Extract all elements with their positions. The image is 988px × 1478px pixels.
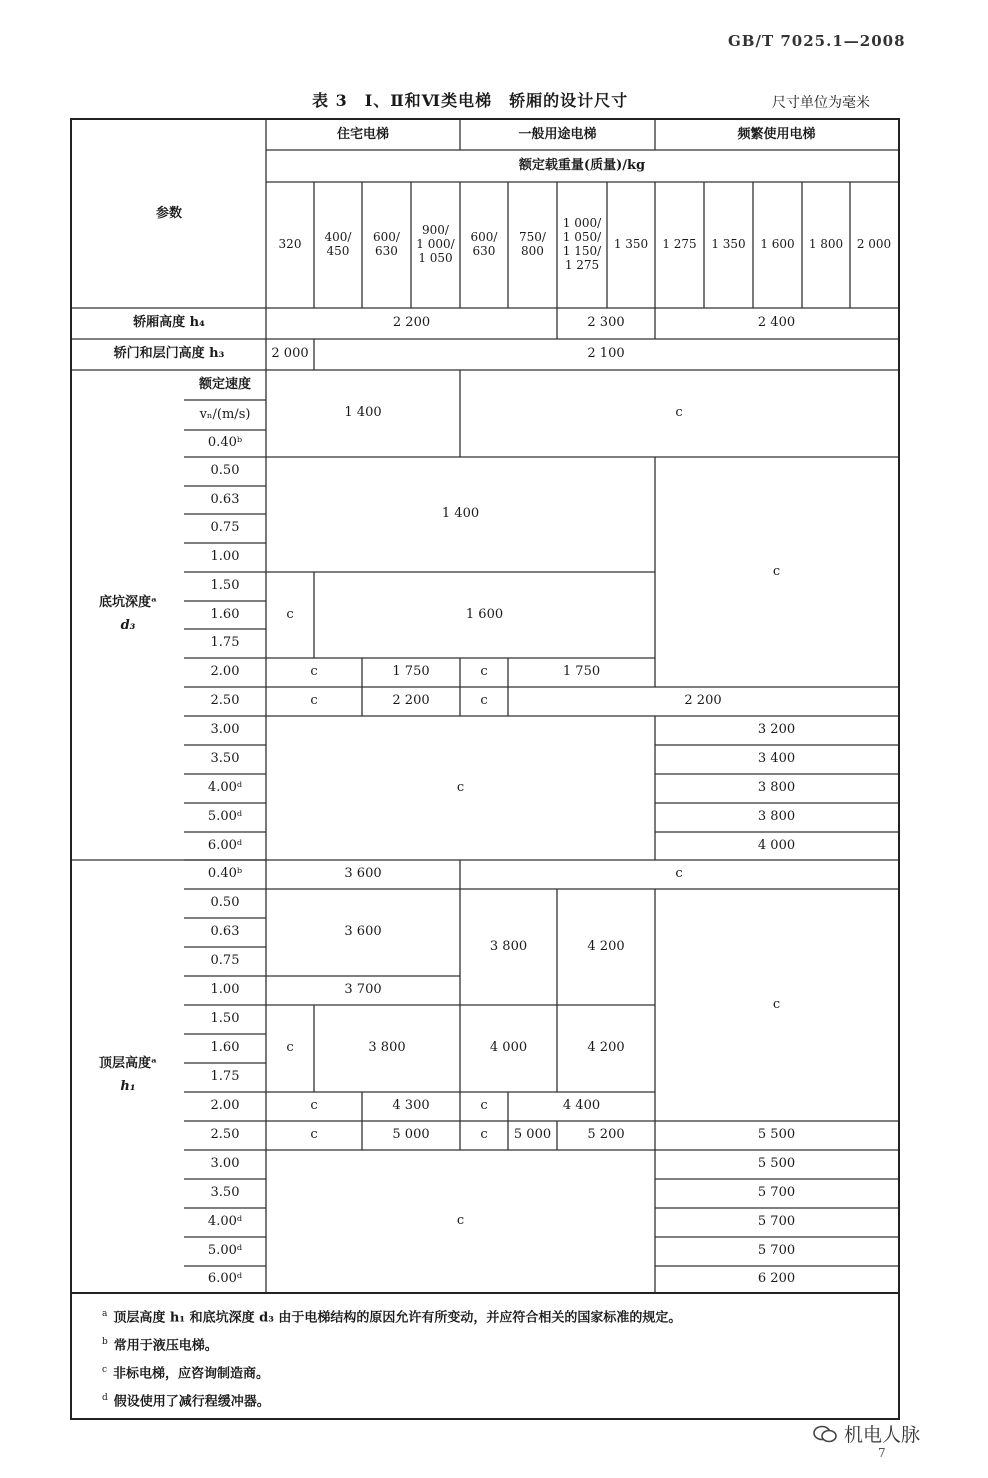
watermark bbox=[812, 1420, 920, 1447]
head-value-text: c bbox=[675, 866, 683, 882]
head-value bbox=[460, 889, 557, 1005]
pit-value bbox=[508, 687, 898, 716]
pit-value-text: 2 200 bbox=[684, 693, 722, 709]
head-value bbox=[460, 1121, 508, 1150]
pit-speed-10 bbox=[184, 716, 266, 745]
head-value bbox=[362, 1092, 460, 1121]
pit-value-text: 1 400 bbox=[344, 405, 382, 421]
footnotes bbox=[70, 1294, 900, 1420]
pit-value-high-text: 3 400 bbox=[757, 751, 796, 767]
pit-value bbox=[266, 370, 460, 457]
car-height-value bbox=[557, 308, 655, 339]
pit-speed-2 bbox=[184, 486, 266, 514]
head-value bbox=[508, 1121, 557, 1150]
head-speed-1-text: 0.50 bbox=[210, 895, 240, 911]
head-speed-0 bbox=[184, 860, 266, 889]
load-column-8 bbox=[607, 182, 655, 308]
pit-speed-14 bbox=[184, 832, 266, 860]
head-value-text: 3 600 bbox=[344, 924, 382, 940]
car-height-label bbox=[72, 308, 266, 339]
pit-value-text: 1 750 bbox=[392, 664, 430, 680]
car-height-value bbox=[655, 308, 898, 339]
pit-value-text: c bbox=[310, 664, 318, 680]
head-speed-4 bbox=[184, 976, 266, 1005]
head-value-text: 4 200 bbox=[587, 1040, 625, 1056]
pit-speed-13-text: 5.00ᵈ bbox=[207, 809, 243, 825]
param-header bbox=[72, 120, 266, 308]
pit-speed-4-text: 1.00 bbox=[210, 549, 240, 565]
footnote-text: 假设使用了减行程缓冲器。 bbox=[113, 1394, 270, 1410]
head-speed-10-text: 3.00 bbox=[210, 1156, 240, 1172]
head-value-text: 3 800 bbox=[489, 938, 528, 954]
pit-speed-9-text: 2.50 bbox=[210, 693, 240, 709]
head-value-high-text: 5 700 bbox=[757, 1243, 796, 1259]
footnote-c bbox=[102, 1356, 898, 1384]
load-column-11-text: 1 600 bbox=[760, 237, 795, 252]
footnote-mark: d bbox=[102, 1393, 108, 1403]
pit-value-high bbox=[655, 832, 898, 860]
head-value-text: 3 700 bbox=[344, 982, 382, 998]
load-column-1 bbox=[266, 182, 314, 308]
head-speed-9 bbox=[184, 1121, 266, 1150]
pit-value-high-text: 4 000 bbox=[757, 837, 796, 853]
head-value bbox=[655, 1121, 898, 1150]
footnote-a bbox=[102, 1300, 898, 1328]
door-height-value bbox=[314, 339, 898, 370]
pit-value-text: 2 200 bbox=[392, 693, 430, 709]
car-height-label-text: 轿厢高度 h₄ bbox=[133, 315, 205, 331]
head-value-text: c bbox=[310, 1098, 318, 1114]
pit-value-high bbox=[655, 745, 898, 774]
head-speed-11-text: 3.50 bbox=[210, 1185, 240, 1201]
head-value-text: 5 500 bbox=[757, 1127, 796, 1143]
pit-value bbox=[266, 687, 362, 716]
head-value-text: 4 400 bbox=[562, 1098, 601, 1114]
car-height-value-text: 2 300 bbox=[587, 315, 625, 331]
wechat-icon bbox=[812, 1424, 838, 1444]
pit-value bbox=[266, 716, 655, 860]
pit-speed-11 bbox=[184, 745, 266, 774]
footnote-text: 常用于液压电梯。 bbox=[113, 1338, 218, 1354]
headroom-symbol: h₁ bbox=[120, 1079, 136, 1094]
head-value-high bbox=[655, 1150, 898, 1179]
unit-note: 尺寸单位为毫米 bbox=[772, 95, 870, 111]
head-speed-0-text: 0.40ᵇ bbox=[207, 866, 243, 882]
pit-value bbox=[266, 572, 314, 658]
footnote-b bbox=[102, 1328, 898, 1356]
pit-value bbox=[266, 457, 655, 572]
head-value-text: c bbox=[480, 1098, 488, 1114]
load-column-9 bbox=[655, 182, 704, 308]
head-speed-8-text: 2.00 bbox=[210, 1098, 240, 1114]
door-height-label-text: 轿门和层门高度 h₃ bbox=[113, 346, 225, 362]
head-value-high-text: 6 200 bbox=[757, 1270, 796, 1286]
load-column-5-text: 600/ 630 bbox=[470, 230, 498, 258]
head-value-text: 4 200 bbox=[587, 938, 625, 954]
pit-value-high bbox=[655, 716, 898, 745]
pit-speed-2-text: 0.63 bbox=[210, 491, 240, 507]
pit-value-text: 1 750 bbox=[562, 664, 601, 680]
door-height-label bbox=[72, 339, 266, 370]
pit-speed-0-text: 0.40ᵇ bbox=[207, 435, 243, 451]
pit-speed-4 bbox=[184, 543, 266, 572]
load-column-10-text: 1 350 bbox=[711, 237, 746, 252]
page-number: 7 bbox=[878, 1446, 886, 1460]
head-value bbox=[508, 1092, 655, 1121]
load-column-13-text: 2 000 bbox=[856, 237, 892, 252]
footnote-text: 顶层高度 h₁ 和底坑深度 d₃ 由于电梯结构的原因允许有所变动，并应符合相关的国家标准的规定。 bbox=[113, 1310, 682, 1326]
load-column-8-text: 1 350 bbox=[613, 237, 649, 252]
pit-speed-0 bbox=[184, 430, 266, 457]
pit-speed-13 bbox=[184, 803, 266, 832]
pit-speed-8 bbox=[184, 658, 266, 687]
car-height-value-text: 2 200 bbox=[392, 315, 431, 331]
head-speed-8 bbox=[184, 1092, 266, 1121]
pit-value-high bbox=[655, 803, 898, 832]
head-value bbox=[266, 976, 460, 1005]
load-column-2 bbox=[314, 182, 362, 308]
load-column-12-text: 1 800 bbox=[808, 237, 844, 252]
pit-value-high bbox=[655, 774, 898, 803]
pit-value bbox=[314, 572, 655, 658]
rated-load-header-text: 额定载重量(质量)/kg bbox=[518, 157, 646, 173]
head-value-text: c bbox=[456, 1212, 465, 1228]
footnote-mark: b bbox=[102, 1337, 108, 1347]
category-frequent bbox=[655, 120, 898, 150]
head-value-text: 3 600 bbox=[344, 866, 382, 882]
door-height-value-text: 2 000 bbox=[271, 346, 309, 362]
load-column-5 bbox=[460, 182, 508, 308]
head-value-high bbox=[655, 1179, 898, 1208]
head-speed-2-text: 0.63 bbox=[210, 924, 240, 940]
pit-speed-6 bbox=[184, 601, 266, 629]
head-value-high-text: 5 700 bbox=[757, 1185, 796, 1201]
head-speed-6 bbox=[184, 1034, 266, 1063]
load-column-6-text: 750/ 800 bbox=[519, 230, 546, 258]
pit-value bbox=[460, 658, 508, 687]
head-speed-2 bbox=[184, 918, 266, 947]
load-column-7-text: 1 000/ 1 050/ 1 150/ 1 275 bbox=[562, 216, 602, 272]
head-speed-7-text: 1.75 bbox=[210, 1069, 240, 1085]
car-height-value-text: 2 400 bbox=[757, 315, 796, 331]
head-value bbox=[266, 1150, 655, 1292]
speed-header-line2-text: vₙ/(m/s) bbox=[199, 406, 251, 422]
head-speed-12 bbox=[184, 1208, 266, 1237]
pit-value bbox=[655, 457, 898, 687]
head-value bbox=[266, 1005, 314, 1092]
load-column-1-text: 320 bbox=[278, 237, 302, 252]
pit-value bbox=[362, 658, 460, 687]
pit-depth-symbol: d₃ bbox=[120, 618, 136, 633]
watermark-text: 机电人脉 bbox=[844, 1424, 921, 1446]
pit-speed-5-text: 1.50 bbox=[210, 578, 240, 594]
pit-speed-5 bbox=[184, 572, 266, 601]
category-residential-text: 住宅电梯 bbox=[336, 126, 389, 142]
head-value-text: 4 300 bbox=[392, 1098, 430, 1114]
standard-number: GB/T 7025.1—2008 bbox=[728, 32, 906, 50]
head-value bbox=[266, 889, 460, 976]
head-value-text: c bbox=[310, 1127, 318, 1143]
pit-speed-14-text: 6.00ᵈ bbox=[207, 837, 243, 853]
head-value bbox=[557, 1121, 655, 1150]
load-column-12 bbox=[802, 182, 850, 308]
load-column-3-text: 600/ 630 bbox=[373, 230, 400, 258]
pit-value bbox=[460, 370, 898, 457]
pit-value-text: c bbox=[480, 664, 488, 680]
head-speed-14-text: 6.00ᵈ bbox=[207, 1270, 243, 1286]
pit-speed-11-text: 3.50 bbox=[210, 751, 240, 767]
pit-value-text: c bbox=[286, 606, 294, 622]
head-speed-7 bbox=[184, 1063, 266, 1092]
head-speed-14 bbox=[184, 1266, 266, 1292]
head-speed-6-text: 1.60 bbox=[210, 1040, 240, 1056]
head-value-text: c bbox=[480, 1127, 488, 1143]
elevator-dimension-table bbox=[70, 118, 900, 1294]
head-speed-13 bbox=[184, 1237, 266, 1266]
head-value bbox=[557, 889, 655, 1005]
load-column-9-text: 1 275 bbox=[662, 237, 697, 252]
head-value bbox=[460, 1092, 508, 1121]
head-value-text: 5 200 bbox=[587, 1127, 625, 1143]
head-value bbox=[266, 1092, 362, 1121]
pit-speed-9 bbox=[184, 687, 266, 716]
pit-value-text: c bbox=[456, 779, 465, 795]
head-value-text: 5 000 bbox=[392, 1127, 430, 1143]
head-value-text: 3 800 bbox=[368, 1040, 406, 1056]
load-column-2-text: 400/ 450 bbox=[324, 230, 352, 258]
head-speed-13-text: 5.00ᵈ bbox=[207, 1243, 243, 1259]
head-speed-12-text: 4.00ᵈ bbox=[207, 1214, 243, 1230]
table-title: 表 3 Ⅰ、Ⅱ和Ⅵ类电梯 轿厢的设计尺寸 bbox=[312, 91, 629, 110]
head-value bbox=[362, 1121, 460, 1150]
speed-header-line1-text: 额定速度 bbox=[198, 376, 251, 392]
head-value-high-text: 5 500 bbox=[757, 1156, 796, 1172]
head-value-text: c bbox=[286, 1040, 294, 1056]
pit-value-high-text: 3 200 bbox=[757, 722, 796, 738]
head-speed-3-text: 0.75 bbox=[210, 953, 240, 969]
door-height-value bbox=[266, 339, 314, 370]
head-value-text: 5 000 bbox=[513, 1127, 552, 1143]
pit-value bbox=[362, 687, 460, 716]
load-column-13 bbox=[850, 182, 898, 308]
pit-value-text: c bbox=[675, 405, 683, 421]
pit-speed-1 bbox=[184, 457, 266, 486]
pit-value-text: c bbox=[772, 563, 781, 579]
pit-speed-12 bbox=[184, 774, 266, 803]
footnote-text: 非标电梯，应咨询制造商。 bbox=[113, 1366, 270, 1382]
pit-value bbox=[460, 687, 508, 716]
headroom-label-line1: 顶层高度ᵃ bbox=[98, 1056, 158, 1072]
head-value bbox=[460, 1005, 557, 1092]
door-height-value-text: 2 100 bbox=[587, 346, 625, 362]
param-header-text: 参数 bbox=[155, 205, 182, 221]
category-residential bbox=[266, 120, 460, 150]
speed-header-line1 bbox=[184, 370, 266, 400]
head-value-text: c bbox=[772, 996, 781, 1012]
pit-speed-3 bbox=[184, 514, 266, 543]
speed-header-line2 bbox=[184, 400, 266, 430]
head-value bbox=[557, 1005, 655, 1092]
head-speed-11 bbox=[184, 1179, 266, 1208]
load-column-7 bbox=[557, 182, 607, 308]
head-speed-9-text: 2.50 bbox=[210, 1127, 240, 1143]
head-speed-4-text: 1.00 bbox=[210, 982, 240, 998]
pit-value bbox=[266, 658, 362, 687]
rated-load-header bbox=[266, 150, 898, 182]
category-frequent-text: 频繁使用电梯 bbox=[737, 126, 816, 142]
pit-value-text: c bbox=[480, 693, 488, 709]
pit-value-text: c bbox=[310, 693, 318, 709]
head-speed-5-text: 1.50 bbox=[210, 1011, 240, 1027]
category-general-text: 一般用途电梯 bbox=[518, 126, 597, 142]
load-column-6 bbox=[508, 182, 557, 308]
pit-speed-7-text: 1.75 bbox=[210, 635, 240, 651]
load-column-3 bbox=[362, 182, 411, 308]
pit-value-high-text: 3 800 bbox=[757, 780, 796, 796]
head-speed-5 bbox=[184, 1005, 266, 1034]
head-value bbox=[314, 1005, 460, 1092]
pit-depth-label-line1: 底坑深度ᵃ bbox=[98, 595, 158, 611]
footnote-mark: c bbox=[102, 1365, 108, 1375]
head-value bbox=[655, 889, 898, 1121]
head-value-high bbox=[655, 1208, 898, 1237]
head-value-high bbox=[655, 1237, 898, 1266]
pit-speed-1-text: 0.50 bbox=[210, 463, 240, 479]
pit-value-high-text: 3 800 bbox=[757, 809, 796, 825]
pit-speed-12-text: 4.00ᵈ bbox=[207, 780, 243, 796]
head-value bbox=[266, 1121, 362, 1150]
footnote-mark: a bbox=[102, 1309, 108, 1319]
load-column-4 bbox=[411, 182, 460, 308]
head-speed-1 bbox=[184, 889, 266, 918]
load-column-11 bbox=[753, 182, 802, 308]
category-general bbox=[460, 120, 655, 150]
head-value bbox=[460, 860, 898, 889]
head-speed-10 bbox=[184, 1150, 266, 1179]
pit-value-text: 1 400 bbox=[441, 506, 480, 522]
head-speed-3 bbox=[184, 947, 266, 976]
head-value bbox=[266, 860, 460, 889]
pit-speed-7 bbox=[184, 629, 266, 658]
head-value-text: 4 000 bbox=[489, 1040, 528, 1056]
pit-depth-label bbox=[72, 370, 184, 860]
car-height-value bbox=[266, 308, 557, 339]
headroom-label bbox=[72, 860, 184, 1292]
head-value-high-text: 5 700 bbox=[757, 1214, 796, 1230]
pit-speed-3-text: 0.75 bbox=[210, 520, 240, 536]
head-value-high bbox=[655, 1266, 898, 1292]
footnote-d bbox=[102, 1384, 898, 1412]
pit-speed-8-text: 2.00 bbox=[210, 664, 240, 680]
pit-speed-6-text: 1.60 bbox=[210, 606, 240, 622]
load-column-10 bbox=[704, 182, 753, 308]
pit-value-text: 1 600 bbox=[465, 606, 504, 622]
pit-speed-10-text: 3.00 bbox=[210, 722, 240, 738]
pit-value bbox=[508, 658, 655, 687]
load-column-4-text: 900/ 1 000/ 1 050 bbox=[416, 223, 455, 265]
